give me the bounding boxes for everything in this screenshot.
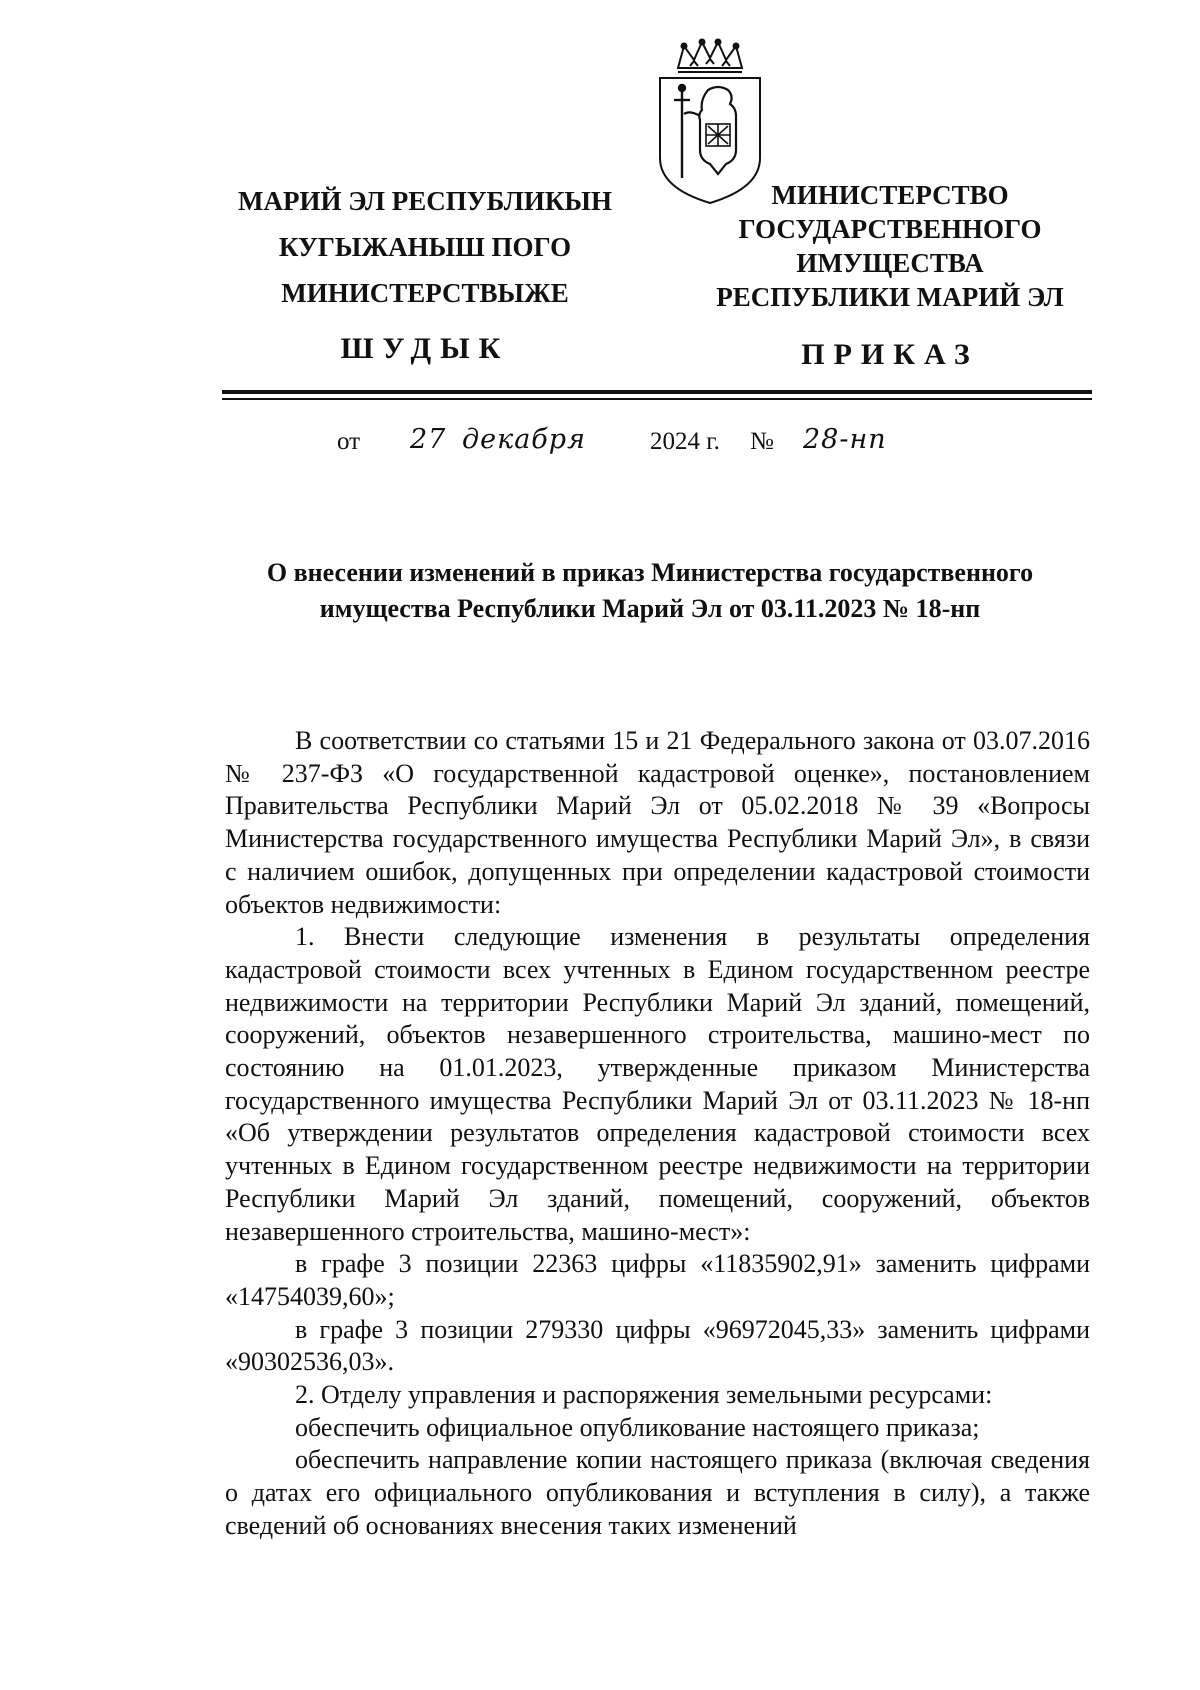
- paragraph: обеспечить направление копии настоящего приказа (включая сведения о датах его официального опубликования и вступления в силу), а также сведений об основаниях внесения таких изменений: [225, 1445, 1090, 1540]
- date-prefix: от: [337, 428, 361, 455]
- paragraph: обеспечить официальное опубликование настоящего приказа;: [295, 1412, 980, 1442]
- header-divider-thick: [222, 390, 1092, 394]
- document-body: [225, 725, 1090, 1543]
- paragraph: в графе 3 позиции 22363 цифры «11835902,91» заменить цифрами «14754039,60»;: [225, 1249, 1090, 1311]
- header-left-line: МИНИСТЕРСТВЫЖЕ: [281, 278, 569, 308]
- doc-kind-mari: ШУДЫК: [340, 332, 510, 365]
- paragraph: 2. Отделу управления и распоряжения земельными ресурсами:: [295, 1380, 993, 1410]
- header-left-line: КУГЫЖАНЫШ ПОГО: [278, 232, 572, 262]
- date-day-handwritten: 27: [410, 424, 447, 455]
- title-line: имущества Республики Марий Эл от 03.11.2023 № 18-нп: [319, 594, 981, 623]
- sword-icon: [674, 85, 690, 178]
- crown-icon: [678, 40, 742, 73]
- header-right-line: РЕСПУБЛИКИ МАРИЙ ЭЛ: [716, 282, 1064, 312]
- title-line: О внесении изменений в приказ Министерства государственного: [266, 558, 1034, 587]
- header-right-line: ГОСУДАРСТВЕННОГО: [738, 214, 1042, 244]
- document-title: [210, 555, 1090, 627]
- order-number-handwritten: 28-нп: [803, 424, 887, 455]
- header-right-russian: [690, 178, 1090, 314]
- paragraph: 1. Внести следующие изменения в результаты определения кадастровой стоимости всех учтенных в Едином государственном реестре недвижимости на территории Республики Марий Эл зданий, помещений, сооружений, объектов незавершенного строительства, машино-мест по состоянию на 01.01.2023, утвержденные приказом Министерства государственного имущества Республики Марий Эл от 03.11.2023 № 18-нп «Об утверждении результатов определения кадастровой стоимости всех учтенных в Едином государственном реестре недвижимости на территории Республики Марий Эл зданий, помещений, сооружений, объектов незавершенного строительства, машино-мест»:: [225, 922, 1090, 1246]
- bear-icon: [684, 87, 736, 174]
- header-right-line: ИМУЩЕСТВА: [796, 248, 984, 278]
- header-left-mari: [210, 178, 640, 316]
- header-divider-thin: [222, 398, 1092, 400]
- header-right-line: МИНИСТЕРСТВО: [771, 180, 1009, 210]
- number-sign: №: [750, 428, 774, 455]
- date-month-handwritten: декабря: [462, 424, 586, 455]
- date-year: 2024 г.: [650, 428, 720, 455]
- paragraph: в графе 3 позиции 279330 цифры «96972045,33» заменить цифрами «90302536,03».: [225, 1314, 1090, 1377]
- header-left-line: МАРИЙ ЭЛ РЕСПУБЛИКЫН: [238, 186, 612, 216]
- ornament-icon: [706, 124, 730, 146]
- doc-kind-russian: ПРИКАЗ: [801, 338, 979, 371]
- paragraph: В соответствии со статьями 15 и 21 Федерального закона от 03.07.2016 № 237-ФЗ «О государственной кадастровой оценке», постановлением Правительства Республики Марий Эл от 05.02.2018 № 39 «Вопросы Министерства государственного имущества Республики Марий Эл», в связи с наличием ошибок, допущенных при определении кадастровой стоимости объектов недвижимости:: [225, 726, 1090, 919]
